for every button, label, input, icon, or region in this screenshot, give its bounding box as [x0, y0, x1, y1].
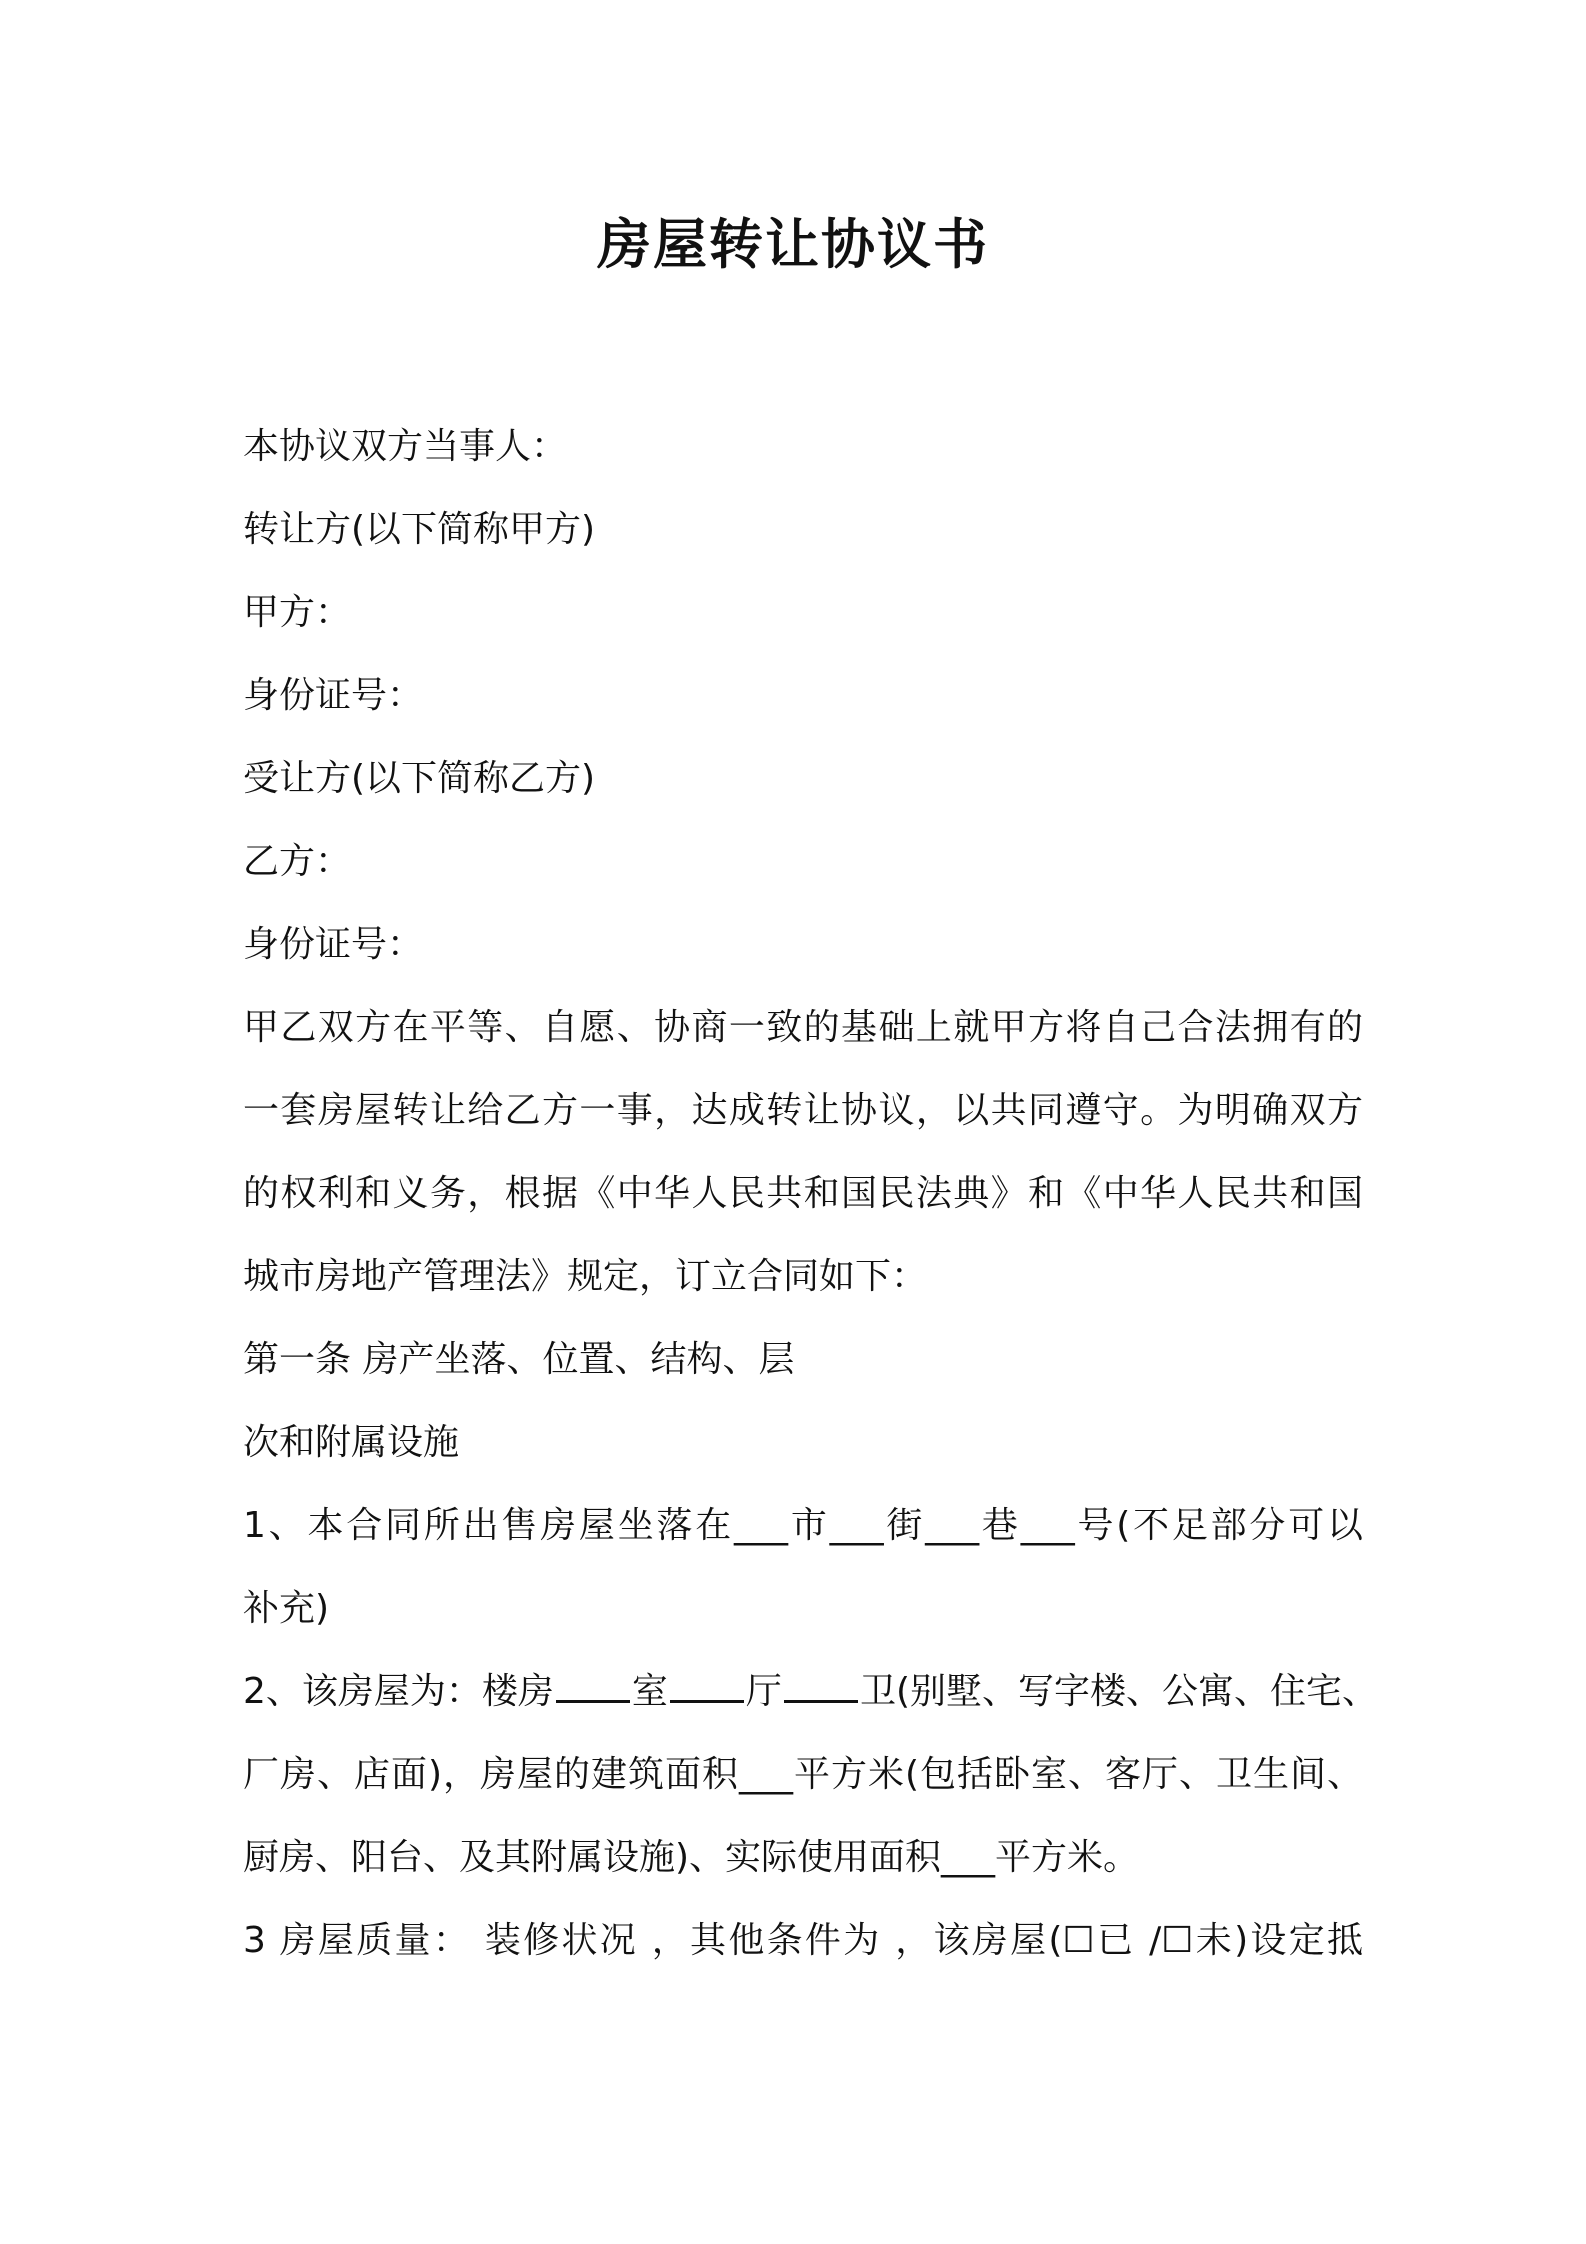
house-type-prefix: 2、该房屋为：楼房	[243, 1671, 554, 1712]
paragraph-line: 厨房、阳台、及其附属设施)、实际使用面积___平方米。	[243, 1837, 1140, 1878]
paragraph-line: 补充)	[243, 1588, 330, 1629]
paragraph-line: 3 房屋质量： 装修状况 ，其他条件为 ，该房屋(☐已 /☐未)设定抵	[243, 1920, 1363, 1961]
paragraph-line-house-type	[243, 1650, 1378, 1733]
paragraph-line: 的权利和义务，根据《中华人民共和国民法典》和《中华人民共和国	[243, 1173, 1363, 1214]
paragraph-line: 1、本合同所出售房屋坐落在___市___街___巷___号(不足部分可以	[243, 1505, 1363, 1546]
bath-count-blank	[784, 1668, 858, 1703]
paragraph-line: 城市房地产管理法》规定，订立合同如下：	[243, 1256, 928, 1297]
paragraph-line: 身份证号：	[243, 924, 424, 965]
room-count-blank	[556, 1668, 630, 1703]
paragraph-line: 乙方：	[243, 841, 352, 882]
document-title: 房屋转让协议书	[597, 213, 989, 276]
clause-heading: 第一条 房产坐落、位置、结构、层	[243, 1339, 795, 1380]
document-body	[243, 405, 1378, 1982]
paragraph-line: 甲乙双方在平等、自愿、协商一致的基础上就甲方将自己合法拥有的	[243, 1007, 1363, 1048]
paragraph-line: 甲方：	[243, 592, 352, 633]
hall-count-blank	[670, 1668, 744, 1703]
hall-label: 厅	[745, 1671, 782, 1712]
bath-label: 卫(别墅、写字楼、公寓、住宅、	[859, 1671, 1378, 1712]
paragraph-line: 厂房、店面)，房屋的建筑面积___平方米(包括卧室、客厅、卫生间、	[243, 1754, 1363, 1795]
paragraph-line: 转让方(以下简称甲方)	[243, 509, 596, 550]
paragraph-line: 本协议双方当事人：	[243, 426, 568, 467]
paragraph-line: 身份证号：	[243, 675, 424, 716]
paragraph-line: 受让方(以下简称乙方)	[243, 758, 596, 799]
paragraph-line: 一套房屋转让给乙方一事，达成转让协议，以共同遵守。为明确双方	[243, 1090, 1363, 1131]
clause-heading-continued: 次和附属设施	[243, 1422, 460, 1463]
room-label: 室	[631, 1671, 668, 1712]
